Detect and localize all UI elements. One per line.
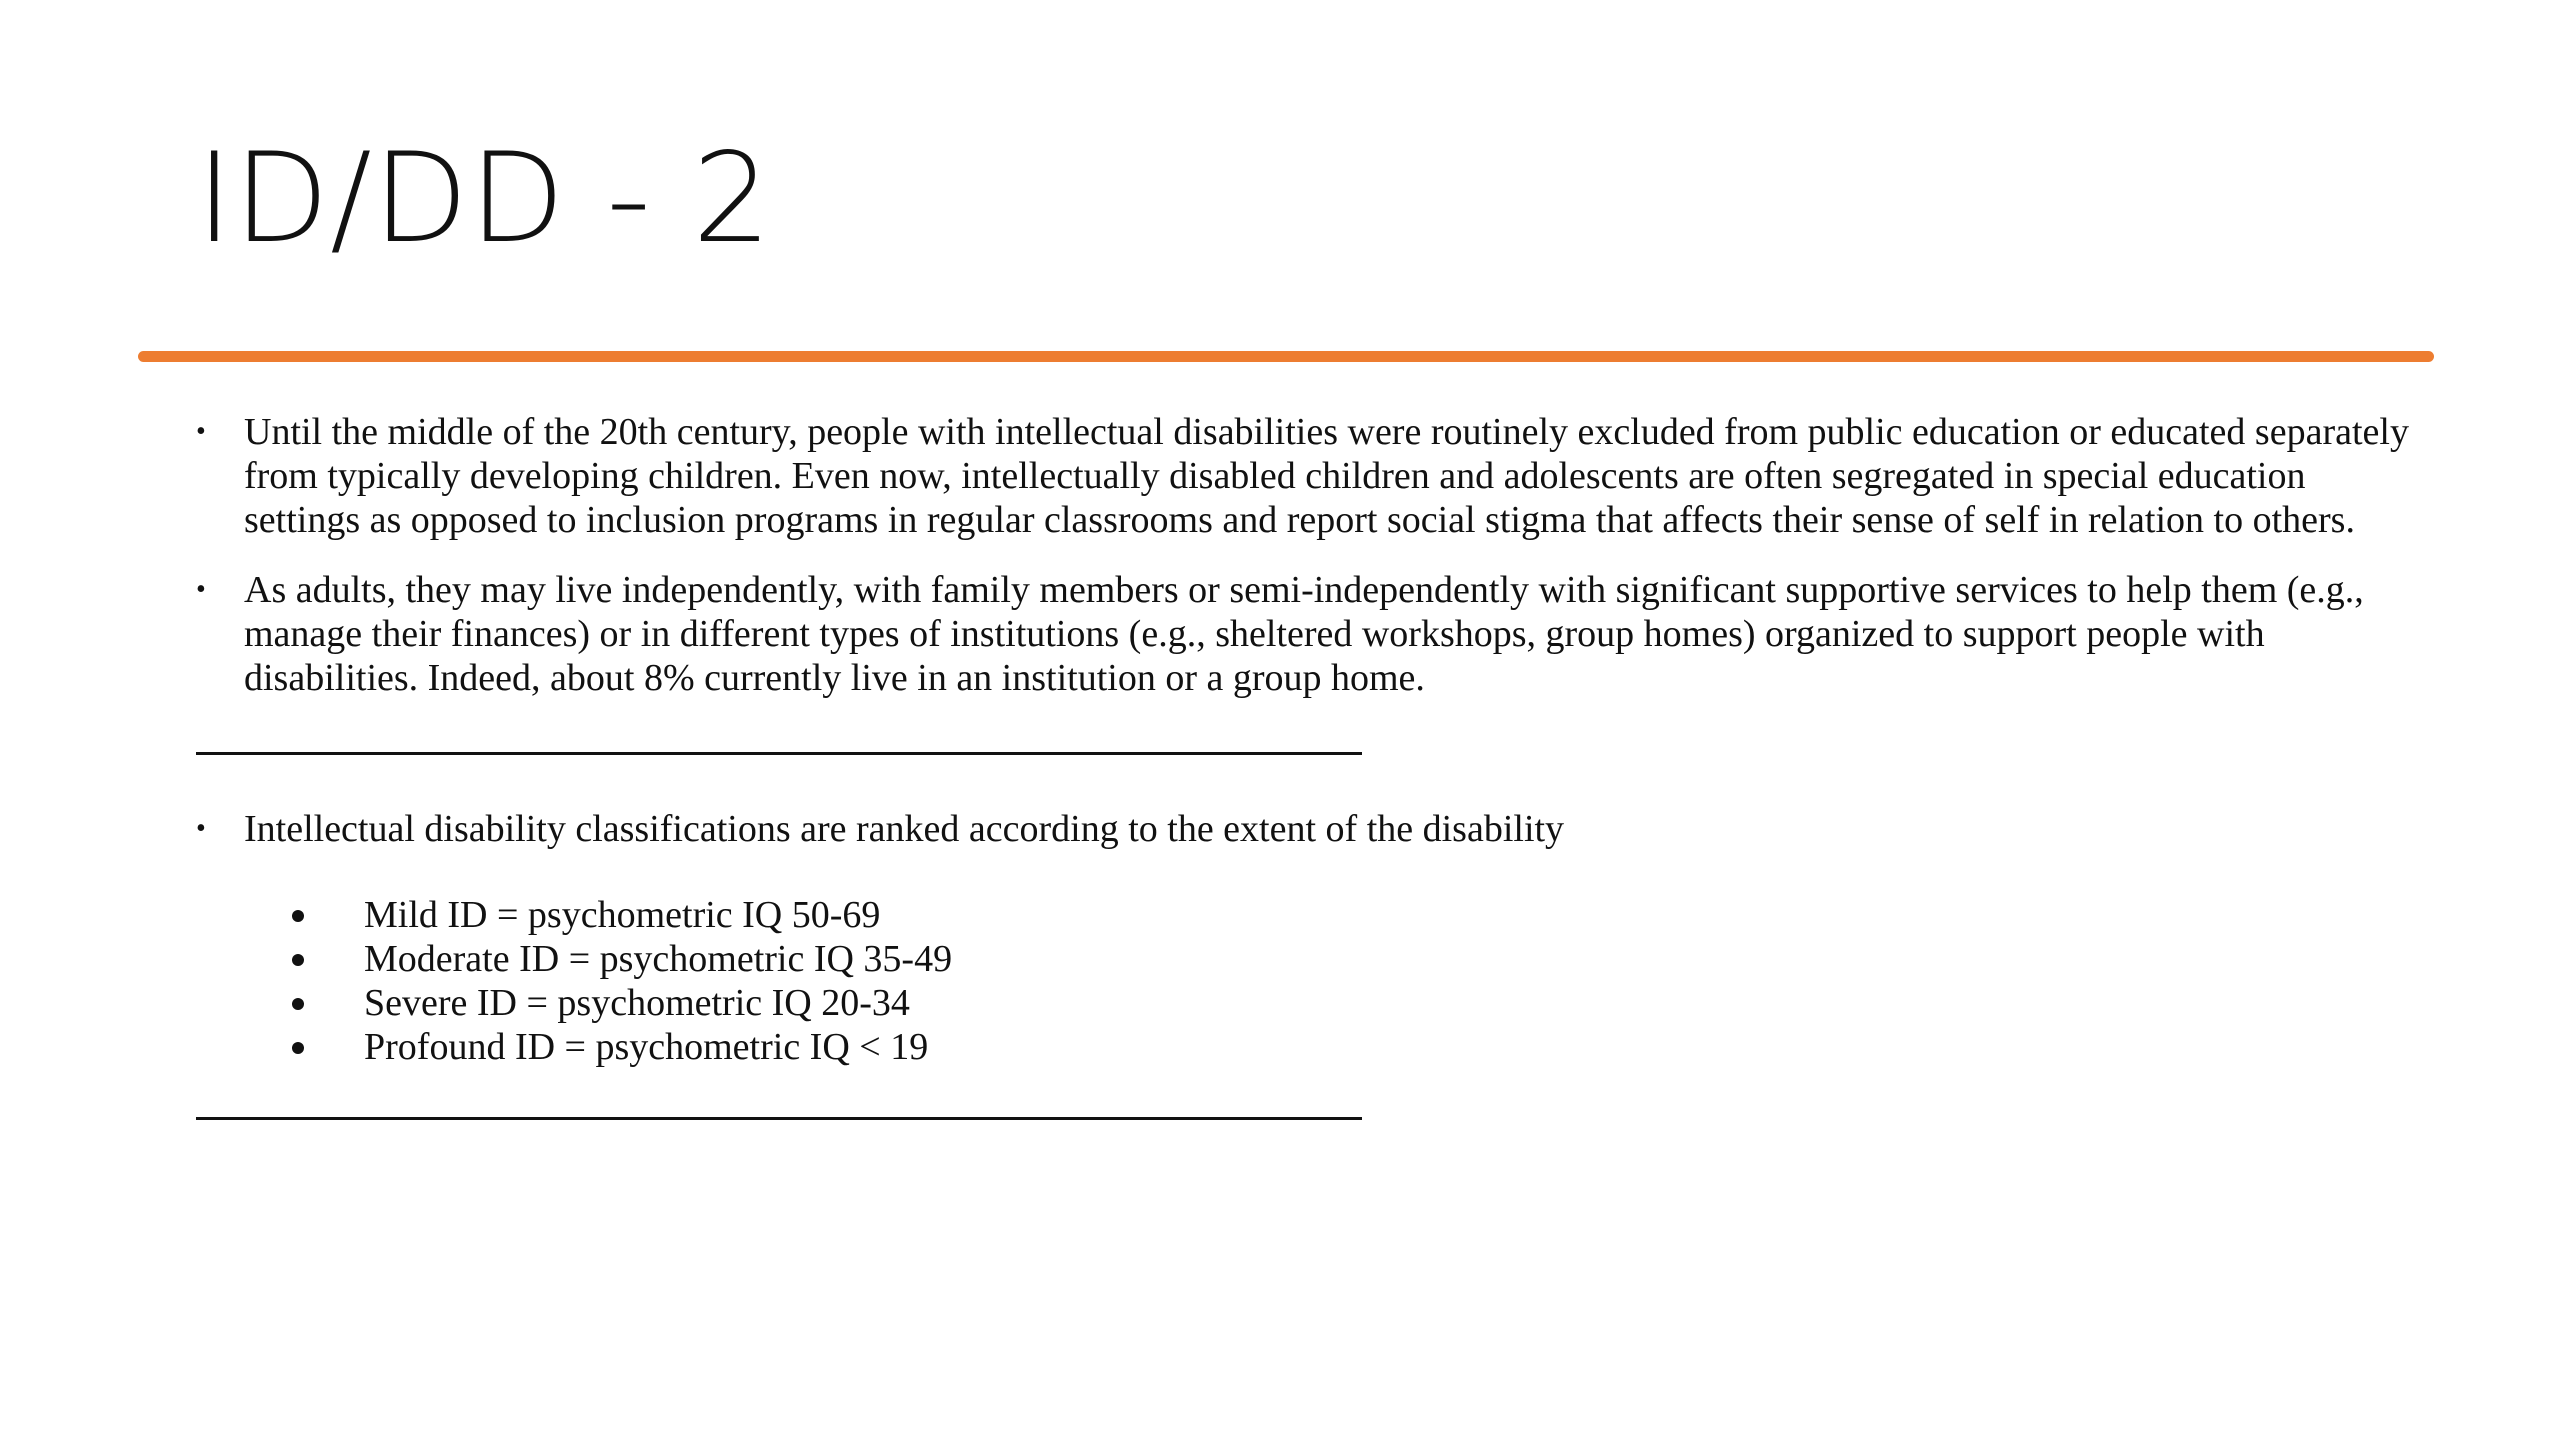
- bullet-item: [196, 410, 2424, 542]
- sub-bullet-dot: [292, 998, 304, 1010]
- classification-item: [364, 981, 2396, 1025]
- classification-text: Mild ID = psychometric IQ 50-69: [364, 894, 881, 936]
- bullet-item: [196, 807, 2424, 851]
- separator-line: [196, 1117, 1362, 1120]
- sub-bullet-dot: [292, 910, 304, 922]
- bullet-text: As adults, they may live independently, with family members or semi-independently with significant supportive services to help them (e.g., manage their finances) or in different types of institutions (e.g., sheltered workshops, group homes) organized to support people with disabilities. Indeed, about 8% currently live in an institution or a group home.: [244, 569, 2364, 699]
- bullet-text: Intellectual disability classifications are ranked according to the extent of the disability: [244, 808, 1565, 850]
- sub-bullet-dot: [292, 1042, 304, 1054]
- classification-item: [364, 937, 2396, 981]
- classification-item: [364, 1025, 2396, 1069]
- separator-line: [196, 752, 1362, 755]
- classification-text: Moderate ID = psychometric IQ 35-49: [364, 938, 953, 980]
- slide-title: ID/DD - 2: [196, 127, 773, 271]
- bullet-item: [196, 568, 2424, 700]
- bullet-marker: •: [196, 416, 206, 447]
- bullet-marker: •: [196, 813, 206, 844]
- sub-bullet-dot: [292, 954, 304, 966]
- classification-list: [196, 893, 2396, 1069]
- bullet-text: Until the middle of the 20th century, people with intellectual disabilities were routinely excluded from public education or educated separately from typically developing children. Even now, intellectually disabled children and adolescents are often segregated in special education settings as opposed to inclusion programs in regular classrooms and report social stigma that affects their sense of self in relation to others.: [244, 411, 2409, 541]
- title-accent-rule: [138, 351, 2434, 362]
- classification-text: Severe ID = psychometric IQ 20-34: [364, 982, 910, 1024]
- classification-item: [364, 893, 2396, 937]
- slide-content: [196, 410, 2409, 1120]
- classification-text: Profound ID = psychometric IQ < 19: [364, 1026, 929, 1068]
- bullet-marker: •: [196, 574, 206, 605]
